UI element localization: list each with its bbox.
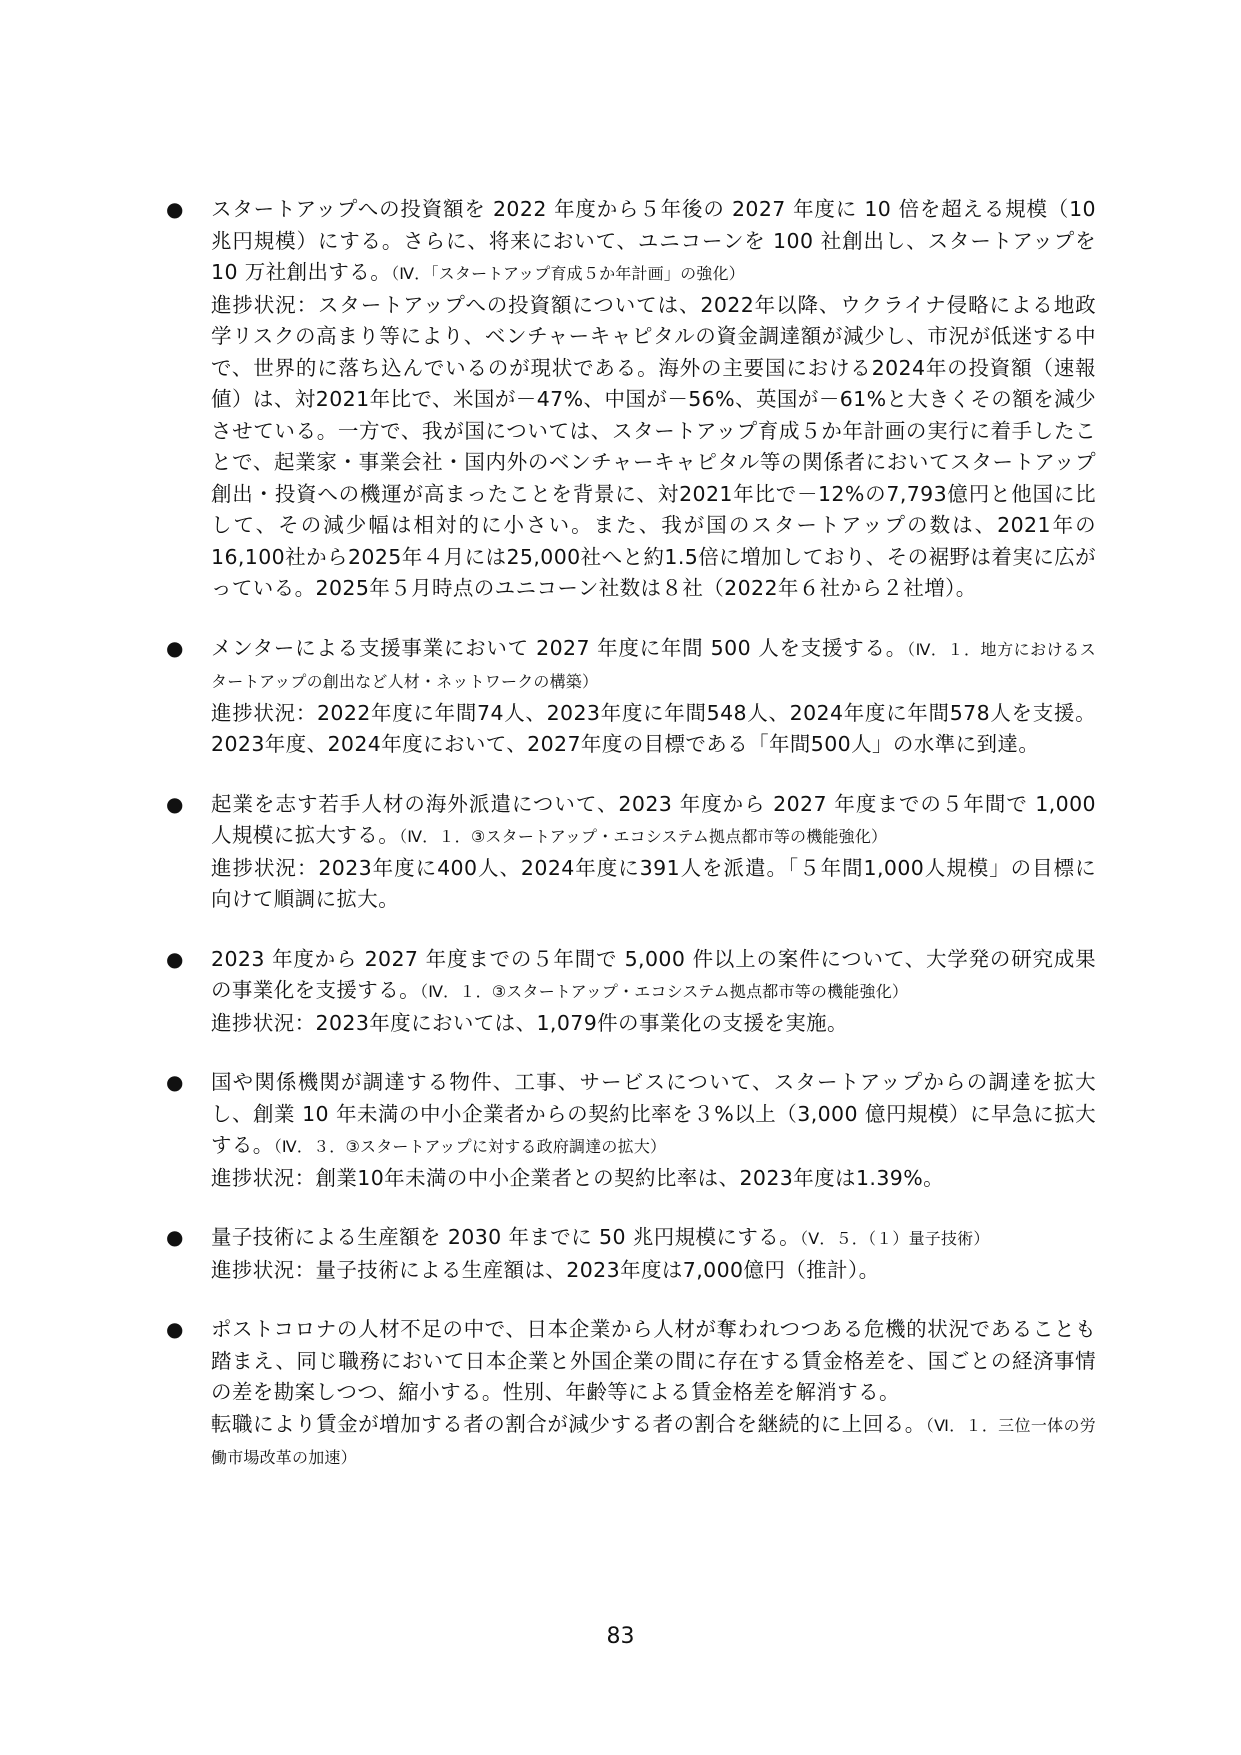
target-text: スタートアップへの投資額を 2022 年度から５年後の 2027 年度に 10 倍を超える規模（10 兆円規模）にする。さらに、将来において、ユニコーンを 100 社創出し、スタートアップを 10 万社創出する。 (211, 197, 1096, 284)
list-item (166, 789, 1096, 916)
bullet-icon: ● (166, 635, 184, 660)
target-text: 国や関係機関が調達する物件、工事、サービスについて、スタートアップからの調達を拡大し、創業 10 年未満の中小企業者からの契約比率を３%以上（3,000 億円規模）に早急に拡大する。 (211, 1070, 1096, 1157)
progress-text: 進捗状況：2023年度においては、1,079件の事業化の支援を実施。 (211, 1010, 848, 1035)
list-item (166, 1067, 1096, 1194)
bullet-icon: ● (166, 791, 184, 816)
progress-text: 進捗状況：2023年度に400人、2024年度に391人を派遣。「５年間1,000人規模」の目標に向けて順調に拡大。 (211, 855, 1096, 911)
list-item (166, 944, 1096, 1040)
list-item (166, 1314, 1096, 1474)
target-text: 起業を志す若手人材の海外派遣について、2023 年度から 2027 年度までの５年間で 1,000 人規模に拡大する。 (211, 791, 1096, 847)
list-item (166, 633, 1096, 761)
target-text: 2023 年度から 2027 年度までの５年間で 5,000 件以上の案件について、大学発の研究成果の事業化を支援する。 (211, 946, 1096, 1002)
bullet-icon: ● (166, 946, 184, 971)
bullet-icon: ● (166, 1317, 184, 1341)
target-text: ポストコロナの人材不足の中で、日本企業から人材が奪われつつある危機的状況であることも踏まえ、同じ職務において日本企業と外国企業の間に存在する賃金格差を、国ごとの経済事情の差を勘案しつつ、縮小する。性別、年齢等による賃金格差を解消する。 (211, 1317, 1096, 1404)
list-item (166, 194, 1096, 605)
page-number: 83 (606, 1624, 635, 1649)
bullet-icon: ● (166, 197, 184, 221)
bullet-icon: ● (166, 1225, 184, 1249)
target-text-secondary: 転職により賃金が増加する者の割合が減少する者の割合を継続的に上回る。 (211, 1411, 926, 1436)
document-body (166, 194, 1096, 1502)
progress-text: 進捗状況：2022年度に年間74人、2023年度に年間548人、2024年度に年間578人を支援。2023年度、2024年度において、2027年度の目標である「年間500人」の水準に到達。 (211, 700, 1096, 756)
section-reference: （Ⅳ．１．地方におけるスタートアップの創出など人材・ネットワークの構築） (211, 639, 1096, 691)
section-reference: （Ⅳ．「スタートアップ育成５か年計画」の強化） (391, 264, 745, 283)
section-reference: （Ⅳ．１．③スタートアップ・エコシステム拠点都市等の機能強化） (420, 982, 909, 1001)
target-text: メンターによる支援事業において 2027 年度に年間 500 人を支援する。 (211, 635, 908, 660)
section-reference: （Ⅳ．１．③スタートアップ・エコシステム拠点都市等の機能強化） (399, 827, 888, 846)
section-reference: （Ⅴ．５．（１）量子技術） (800, 1229, 990, 1248)
target-text: 量子技術による生産額を 2030 年までに 50 兆円規模にする。 (211, 1225, 801, 1249)
section-reference: （Ⅵ．１．三位一体の労働市場改革の加速） (211, 1415, 1096, 1467)
progress-text: 進捗状況：創業10年未満の中小企業者との契約比率は、2023年度は1.39%。 (211, 1165, 944, 1190)
progress-text: 進捗状況：スタートアップへの投資額については、2022年以降、ウクライナ侵略による地政学リスクの高まり等により、ベンチャーキャピタルの資金調達額が減少し、市況が低迷する中で、世界的に落ち込んでいるのが現状である。海外の主要国における2024年の投資額（速報値）は、対2021年比で、米国が－47%、中国が－56%、英国が－61%と大きくその額を減少させている。一方で、我が国については、スタートアップ育成５か年計画の実行に着手したことで、起業家・事業会社・国内外のベンチャーキャピタル等の関係者においてスタートアップ創出・投資への機運が高まったことを背景に、対2021年比で－12%の7,793億円と他国に比して、その減少幅は相対的に小さい。また、我が国のスタートアップの数は、2021年の16,100社から2025年４月には25,000社へと約1.5倍に増加しており、その裾野は着実に広がっている。2025年５月時点のユニコーン社数は８社（2022年６社から２社増）。 (211, 292, 1096, 600)
list-item (166, 1222, 1096, 1286)
bullet-icon: ● (166, 1070, 184, 1094)
section-reference: （Ⅳ．３．③スタートアップに対する政府調達の拡大） (273, 1137, 667, 1156)
progress-text: 進捗状況：量子技術による生産額は、2023年度は7,000億円（推計）。 (211, 1257, 880, 1282)
